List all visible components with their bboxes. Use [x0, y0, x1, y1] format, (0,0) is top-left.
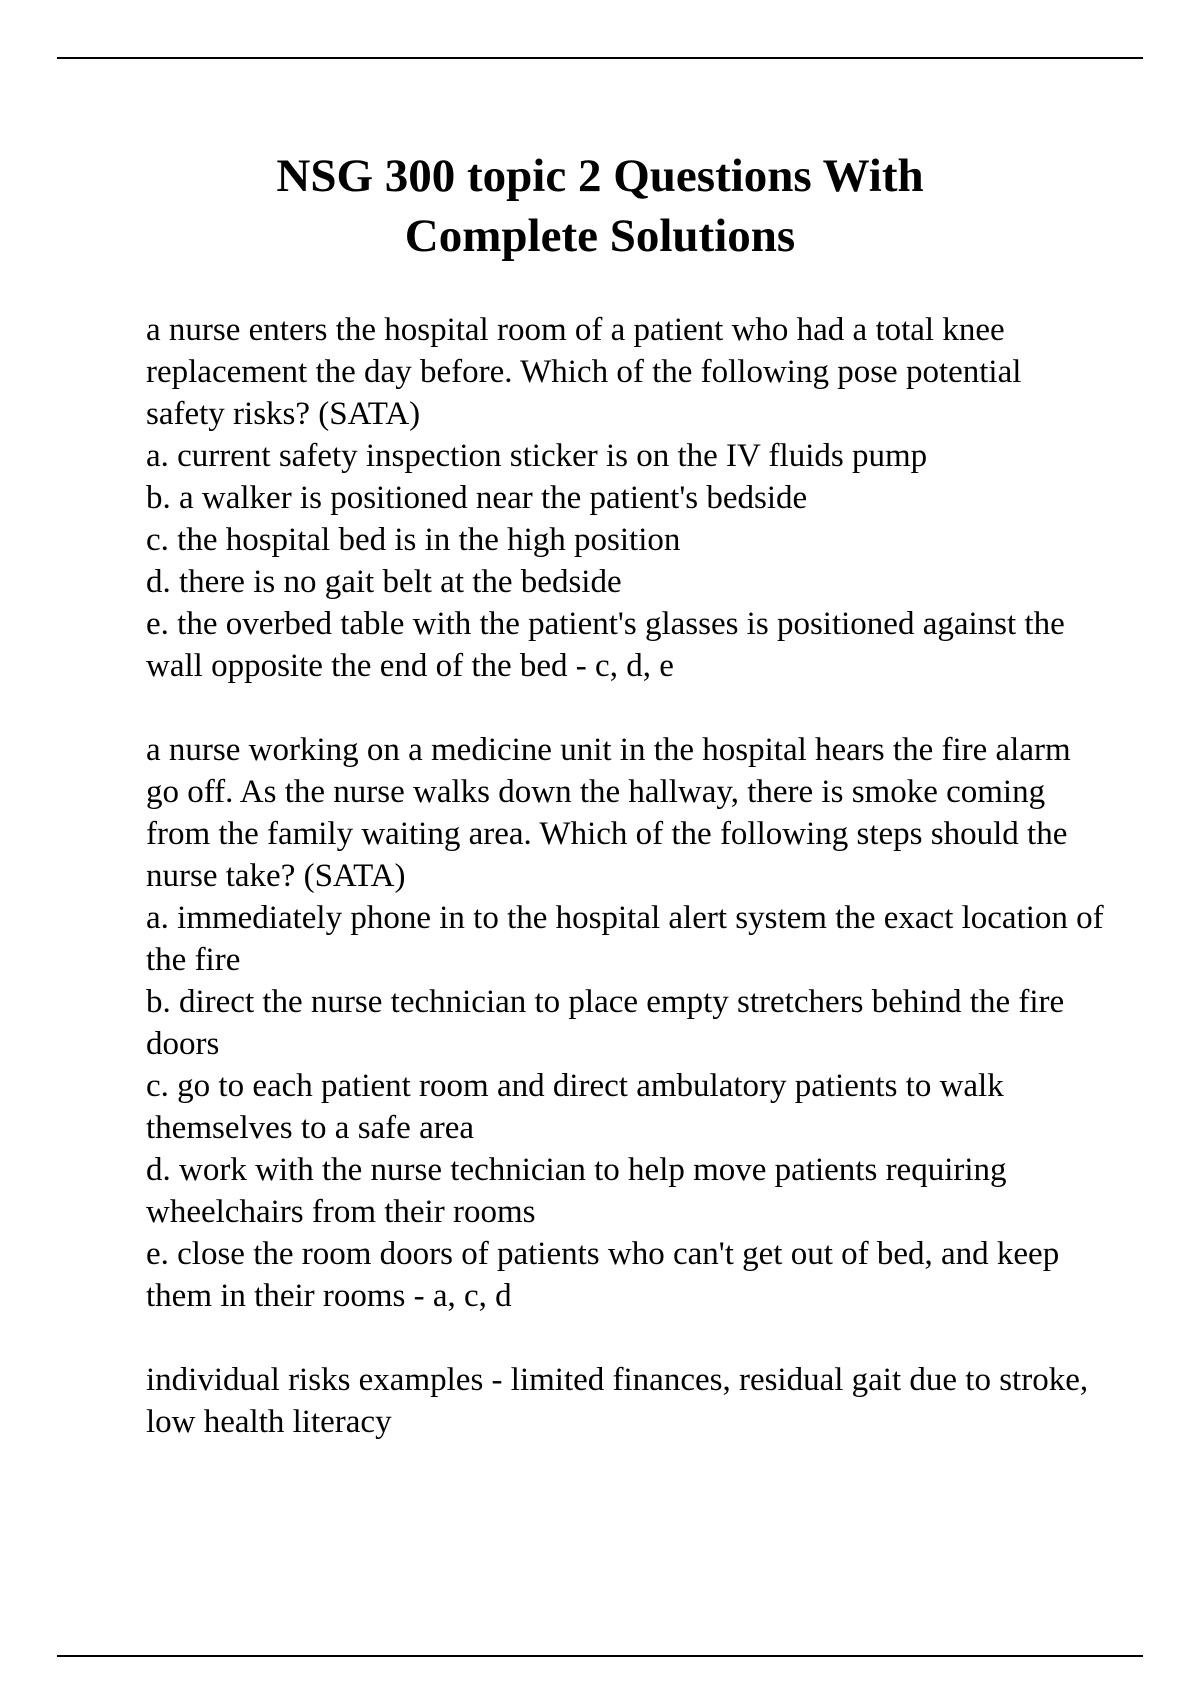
option-e-with-answer: e. close the room doors of patients who can't get out of bed, and keep them in their rooms - a, c, d — [146, 1236, 1060, 1314]
term-definition: individual risks examples - limited finances, residual gait due to stroke, low health literacy — [146, 1362, 1089, 1440]
option-e-with-answer: e. the overbed table with the patient's glasses is positioned against the wall opposite the end of the bed - c, d, e — [146, 606, 1065, 684]
option-a: a. current safety inspection sticker is on the IV fluids pump — [146, 438, 928, 474]
question-text: a nurse working on a medicine unit in the hospital hears the fire alarm go off. As the nurse walks down the hallway, there is smoke coming from the family waiting area. Which of the following steps should the nurse take? (SATA) — [146, 732, 1071, 894]
page-title — [120, 146, 1080, 266]
qa-entry-1 — [146, 309, 1106, 687]
option-b: b. direct the nurse technician to place empty stretchers behind the fire doors — [146, 984, 1065, 1062]
qa-entry-2 — [146, 729, 1106, 1317]
option-c: c. go to each patient room and direct ambulatory patients to walk themselves to a safe area — [146, 1068, 1004, 1146]
title-line-1: NSG 300 topic 2 Questions With — [276, 150, 924, 202]
question-text: a nurse enters the hospital room of a patient who had a total knee replacement the day before. Which of the following pose potential safety risks? (SATA) — [146, 312, 1022, 432]
bottom-rule — [57, 1655, 1143, 1657]
document-body — [146, 309, 1106, 1485]
option-b: b. a walker is positioned near the patient's bedside — [146, 480, 808, 516]
option-c: c. the hospital bed is in the high position — [146, 522, 681, 558]
qa-entry-3 — [146, 1359, 1106, 1443]
top-rule — [57, 57, 1143, 59]
title-line-2: Complete Solutions — [404, 210, 796, 262]
option-d: d. work with the nurse technician to help move patients requiring wheelchairs from their rooms — [146, 1152, 1007, 1230]
option-a: a. immediately phone in to the hospital alert system the exact location of the fire — [146, 900, 1104, 978]
option-d: d. there is no gait belt at the bedside — [146, 564, 622, 600]
